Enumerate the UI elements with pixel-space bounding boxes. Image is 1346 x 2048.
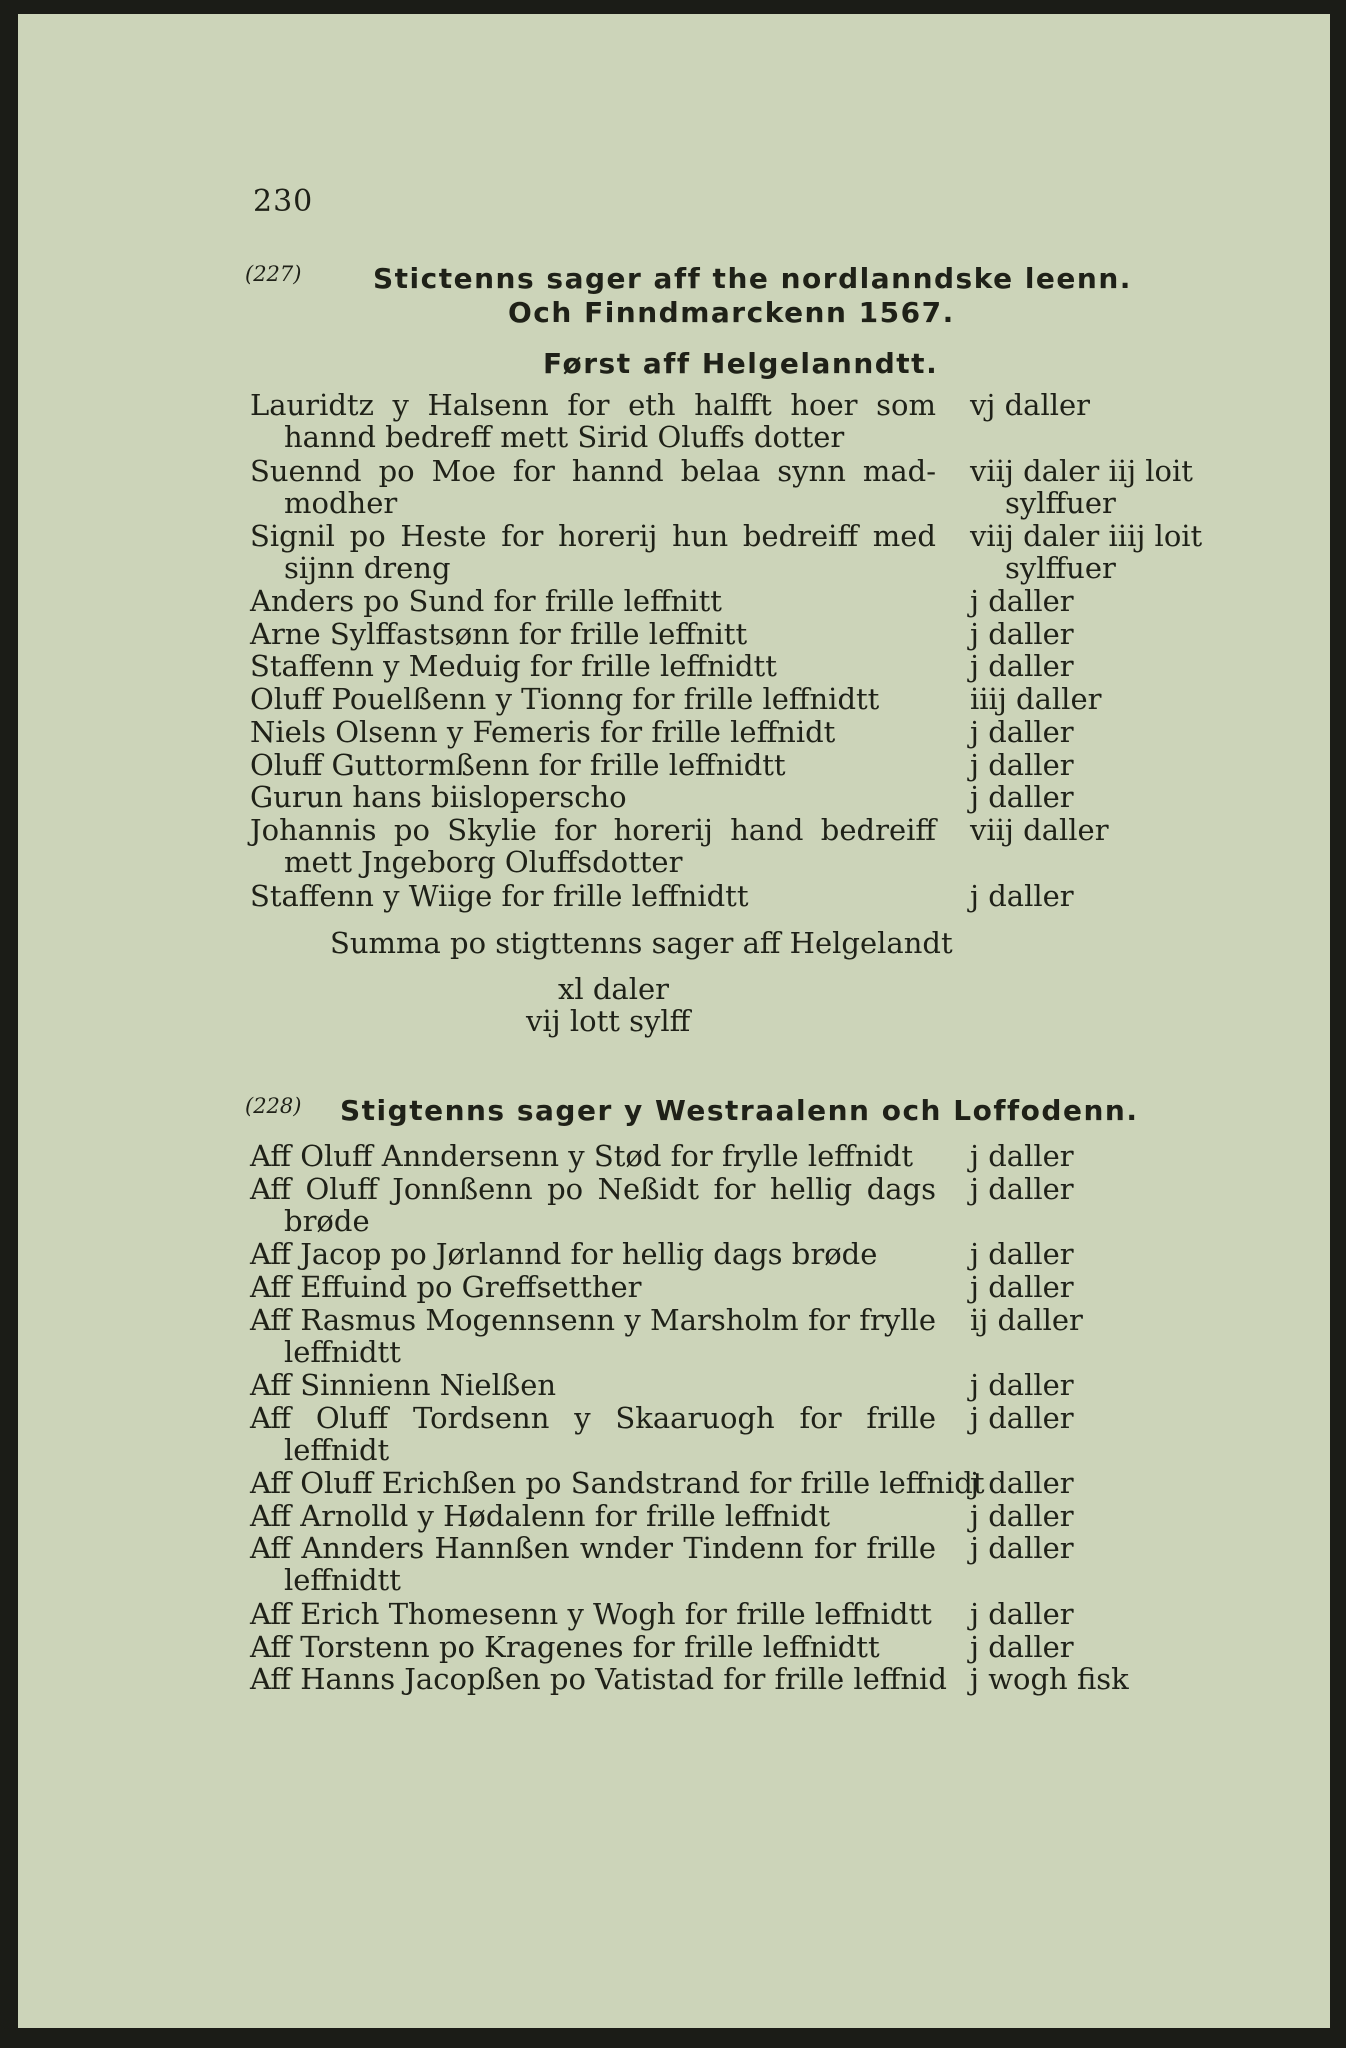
entry-amount: j daller: [970, 1597, 1074, 1631]
entry-text-cont: sijnn dreng: [284, 551, 451, 585]
entry-text: Arne Sylffastsønn for frille leffnitt: [250, 617, 748, 651]
entry-amount: viij daler iij loit: [970, 454, 1193, 488]
entry-amount-cont: sylffuer: [1005, 551, 1116, 585]
entry-amount: j daller: [970, 715, 1074, 749]
entry-text-cont: leffnidt: [284, 1433, 390, 1467]
section-title-line2: Och Finndmarckenn 1567.: [508, 296, 955, 329]
entry-text: Suennd po Moe for hannd belaa synn mad-: [250, 454, 936, 488]
entry-text: Signil po Heste for horerij hun bedreiff med: [250, 519, 936, 553]
entry-amount: j daller: [970, 1531, 1074, 1565]
entry-text: Aff Torstenn po Kragenes for frille leffnidtt: [250, 1630, 880, 1664]
entry-amount: j wogh fisk: [970, 1662, 1129, 1696]
entry-amount: j daller: [970, 1368, 1074, 1402]
entry-amount-cont: sylffuer: [1005, 486, 1116, 520]
page-number: 230: [253, 184, 314, 219]
entry-text: Lauridtz y Halsenn for eth halfft hoer som: [250, 388, 936, 422]
entry-text-cont: mett Jngeborg Oluffsdotter: [284, 845, 683, 879]
entry-amount: viij daller: [970, 813, 1109, 847]
entry-amount: j daller: [970, 1139, 1074, 1173]
entry-text: Aff Oluff Anndersenn y Stød for frylle leffnidt: [250, 1139, 914, 1173]
total-sylff: vij lott sylff: [526, 1004, 691, 1038]
entry-amount: j daller: [970, 1237, 1074, 1271]
entry-text: Aff Hanns Jacopßen po Vatistad for frille leffnid: [250, 1662, 947, 1696]
entry-amount: j daller: [970, 748, 1074, 782]
entry-text: Staffenn y Meduig for frille leffnidtt: [250, 649, 777, 683]
entry-text: Johannis po Skylie for horerij hand bedreiff: [250, 813, 936, 847]
book-page: [18, 14, 1330, 2028]
section-title: Stictenns sager aff the nordlanndske leenn.: [373, 262, 1132, 295]
entry-amount: j daller: [970, 1401, 1074, 1435]
entry-amount: j daller: [970, 649, 1074, 683]
entry-amount: j daller: [970, 1499, 1074, 1533]
entry-text-cont: hannd bedreff mett Sirid Oluffs dotter: [284, 420, 845, 454]
entry-text: Aff Annders Hannßen wnder Tindenn for frille: [250, 1531, 936, 1565]
entry-text: Aff Effuind po Greffsetther: [250, 1270, 642, 1304]
summa-line: Summa po stigttenns sager aff Helgelandt: [330, 926, 953, 960]
entry-amount: j daller: [970, 617, 1074, 651]
entry-text: Anders po Sund for frille leffnitt: [250, 584, 722, 618]
entry-amount: j daller: [970, 584, 1074, 618]
entry-text-cont: modher: [284, 486, 398, 520]
total-daler: xl daler: [558, 972, 670, 1006]
entry-text: Aff Oluff Erichßen po Sandstrand for frille leffnidt: [250, 1466, 985, 1500]
entry-amount: j daller: [970, 879, 1074, 913]
entry-text: Aff Arnolld y Hødalenn for frille leffnidt: [250, 1499, 831, 1533]
entry-text: Oluff Guttormßenn for frille leffnidtt: [250, 748, 786, 782]
entry-text: Gurun hans biisloperscho: [250, 780, 627, 814]
entry-text: Oluff Pouelßenn y Tionng for frille leffnidtt: [250, 682, 880, 716]
entry-amount: j daller: [970, 780, 1074, 814]
section-title: Stigtenns sager y Westraalenn och Loffodenn.: [340, 1094, 1139, 1127]
section-number: (228): [245, 1094, 302, 1118]
entry-text: Aff Jacop po Jørlannd for hellig dags brøde: [250, 1237, 878, 1271]
entry-amount: vj daller: [970, 388, 1091, 422]
entry-text: Aff Erich Thomesenn y Wogh for frille leffnidtt: [250, 1597, 932, 1631]
entry-amount: iiij daller: [970, 682, 1102, 716]
entry-text: Aff Oluff Jonnßenn po Neßidt for hellig dags: [250, 1172, 936, 1206]
entry-amount: j daller: [970, 1466, 1074, 1500]
entry-text-cont: leffnidtt: [284, 1335, 401, 1369]
entry-text: Staffenn y Wiige for frille leffnidtt: [250, 879, 749, 913]
entry-text: Niels Olsenn y Femeris for frille leffnidt: [250, 715, 836, 749]
entry-amount: viij daler iiij loit: [970, 519, 1203, 553]
entry-amount: ij daller: [970, 1303, 1083, 1337]
entry-text: Aff Sinnienn Nielßen: [250, 1368, 557, 1402]
entry-amount: j daller: [970, 1630, 1074, 1664]
entry-amount: j daller: [970, 1172, 1074, 1206]
entry-text-cont: leffnidtt: [284, 1563, 401, 1597]
entry-text-cont: brøde: [284, 1204, 370, 1238]
section-number: (227): [245, 262, 302, 286]
entry-amount: j daller: [970, 1270, 1074, 1304]
entry-text: Aff Oluff Tordsenn y Skaaruogh for frille: [250, 1401, 936, 1435]
entry-text: Aff Rasmus Mogennsenn y Marsholm for frylle: [250, 1303, 936, 1337]
section-subtitle: Først aff Helgelanndtt.: [543, 347, 939, 380]
